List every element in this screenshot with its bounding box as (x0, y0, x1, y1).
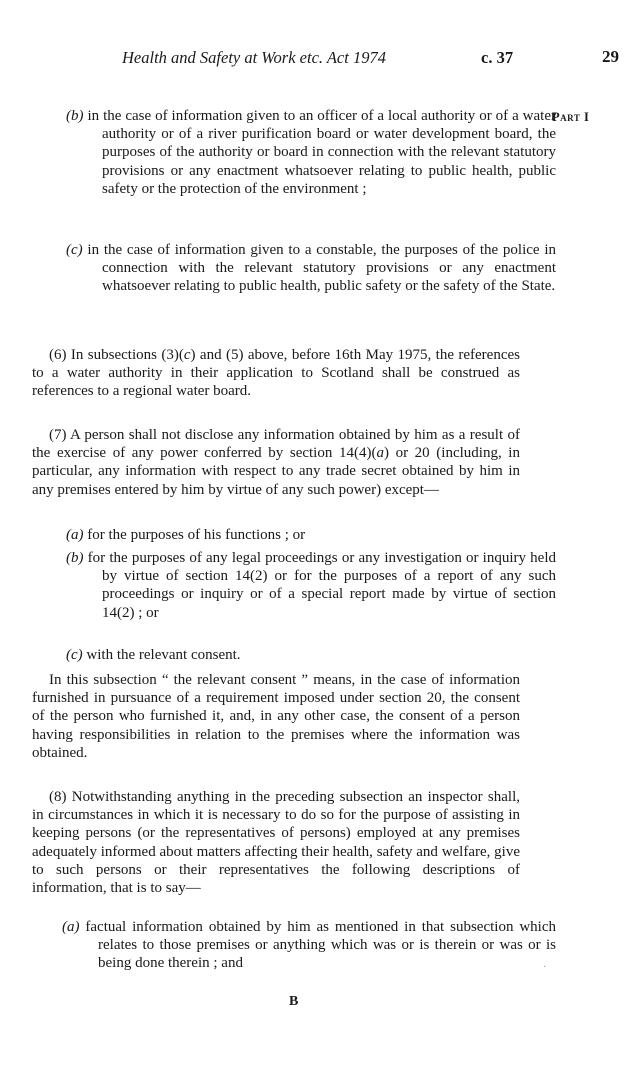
subsection-text: (6) In subsections (3)( (49, 347, 184, 363)
clause-text: in the case of information given to an officer of a local authority or of a water authority or of a river purification board or water development board, the purposes of the authority or board in connection with the relevant statutory provisions or any enactment whatsoever relating to public health, public safety or the protection of the environment ; (83, 108, 556, 197)
subsection-text: ) or 20 (including, in particular, any information with respect to any trade secret obtained by him in any premises entered by him by virtue of any such power) except— (32, 445, 520, 498)
clause-label: (b) (66, 550, 84, 566)
subsection-8 (32, 788, 520, 897)
running-header-chapter (481, 48, 513, 68)
clause-8a (62, 918, 556, 973)
clause-7c (66, 646, 556, 664)
subsection-italic-ref: a (376, 445, 384, 462)
clause-label: (a) (66, 527, 84, 543)
clause-text: with the relevant consent. (82, 647, 241, 663)
subsection-text: ) and (5) above, before 16th May 1975, the references to a water authority in their application to Scotland shall be construed as references to a regional water board. (32, 347, 520, 400)
subsection-italic-ref: c (183, 347, 191, 363)
subsection-6 (32, 346, 520, 401)
subsection-7 (32, 426, 520, 499)
subsection-text: (7) A person shall not disclose any information obtained by him as a result of the exercise of any power conferred by section 14(4)( (32, 427, 520, 462)
clause-label: (c) (66, 647, 83, 663)
clause-c-constable (66, 241, 556, 296)
signature-mark: B (289, 994, 299, 1009)
clause-text: for the purposes of any legal proceedings or any investigation or inquiry held by virtue of section 14(2) or for the purposes of a report of any such proceedings or inquiry or of a special report made by virtue of section 14(2) ; or (83, 550, 556, 621)
clause-text: factual information obtained by him as mentioned in that subsection which relates to those premises or anything which was or is therein or was or is being done therein ; and (79, 919, 556, 972)
clause-b-local-authority (66, 107, 556, 198)
clause-7b (66, 549, 556, 622)
relevant-consent-definition (32, 671, 520, 762)
margin-note-text: Part I (552, 110, 590, 124)
clause-label: (b) (66, 108, 84, 124)
clause-text: in the case of information given to a constable, the purposes of the police in connection with the relevant statutory provisions or any enactment whatsoever relating to public health, public safety or the safety of the State. (82, 242, 556, 295)
page-number: 29 (602, 47, 619, 66)
definition-text: In this subsection “ the relevant consent ” means, in the case of information furnished in pursuance of a requirement imposed under section 20, the consent of the person who furnished it, and, in any other case, the consent of a person having responsibilities in relation to the premises where the information was obtained. (32, 672, 520, 761)
clause-7a (66, 526, 556, 544)
clause-label: (c) (66, 242, 83, 258)
chapter-number: c. 37 (481, 48, 514, 67)
margin-note-part (552, 110, 589, 125)
subsection-text: (8) Notwithstanding anything in the preceding subsection an inspector shall, in circumstances in which it is necessary to do so for the purpose of assisting in keeping persons (or the representatives of persons) employed at any premises adequately informed about matters affecting their health, safety and welfare, give to such persons or their representatives the following descriptions of information, that is to say— (32, 789, 520, 897)
clause-text: for the purposes of his functions ; or (83, 527, 306, 543)
clause-label: (a) (62, 919, 80, 935)
running-header-title: Health and Safety at Work etc. Act 1974 (122, 48, 386, 67)
print-speck: · (543, 962, 547, 973)
